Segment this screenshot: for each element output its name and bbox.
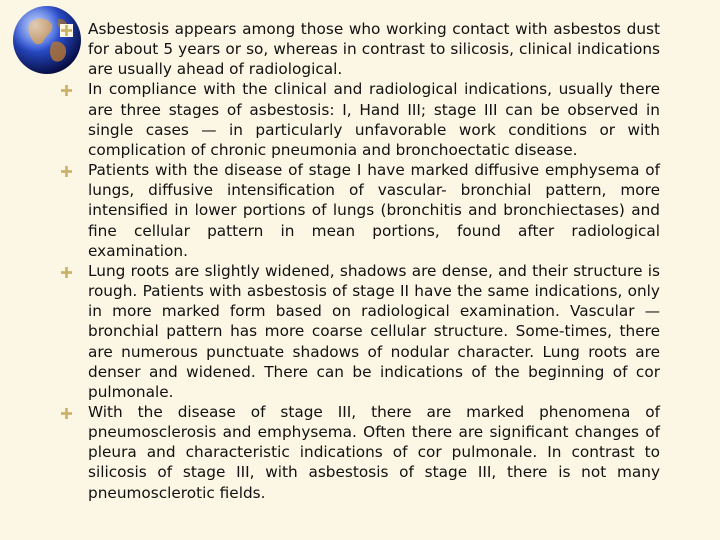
- bullet-text: Asbestosis appears among those who working contact with asbestos dust for about 5 years or so, whereas in contrast to silicosis, clinical indications are usually ahead of radiological.: [88, 20, 660, 79]
- list-item: [60, 402, 660, 503]
- square-bullet-icon: [60, 24, 73, 37]
- bullet-text: In compliance with the clinical and radiological indications, usually there are three stages of asbestosis: I, Hand III; stage III can be observed in single cases — in particularly unfavorable work conditions or with complication of chronic pneumonia and bronchoectatic disease.: [88, 80, 660, 159]
- list-item: [60, 79, 660, 160]
- square-bullet-icon: [60, 165, 73, 178]
- square-bullet-icon: [60, 266, 73, 279]
- bullet-text: With the disease of stage III, there are marked phenomena of pneumosclerosis and emphysema. Often there are significant changes of pleura and characteristic indications of cor pulmonale. In contrast to silicosis of stage III, with asbestosis of stage III, there is not many pneumosclerotic fields.: [88, 402, 660, 502]
- square-bullet-icon: [60, 84, 73, 97]
- list-item: [60, 160, 660, 261]
- bullet-text: Patients with the disease of stage I have marked diffusive emphysema of lungs, diffusive intensification of vascular- bronchial pattern, more intensified in lower portions of lungs (bronchitis and bronchiectases) and fine cellular pattern in mean portions, found after radiological examination.: [88, 161, 660, 260]
- list-item: [60, 261, 660, 402]
- bullet-list: [60, 19, 660, 503]
- square-bullet-icon: [60, 407, 73, 420]
- list-item: [60, 19, 660, 79]
- bullet-text: Lung roots are slightly widened, shadows are dense, and their structure is rough. Patients with asbestosis of stage II have the same indications, only in more marked form based on radiological examination. Vascular — bronchial pattern has more coarse cellular structure. Some-times, there are numerous punctuate shadows of nodular character. Lung roots are denser and widened. There can be indications of the beginning of cor pulmonale.: [88, 261, 660, 401]
